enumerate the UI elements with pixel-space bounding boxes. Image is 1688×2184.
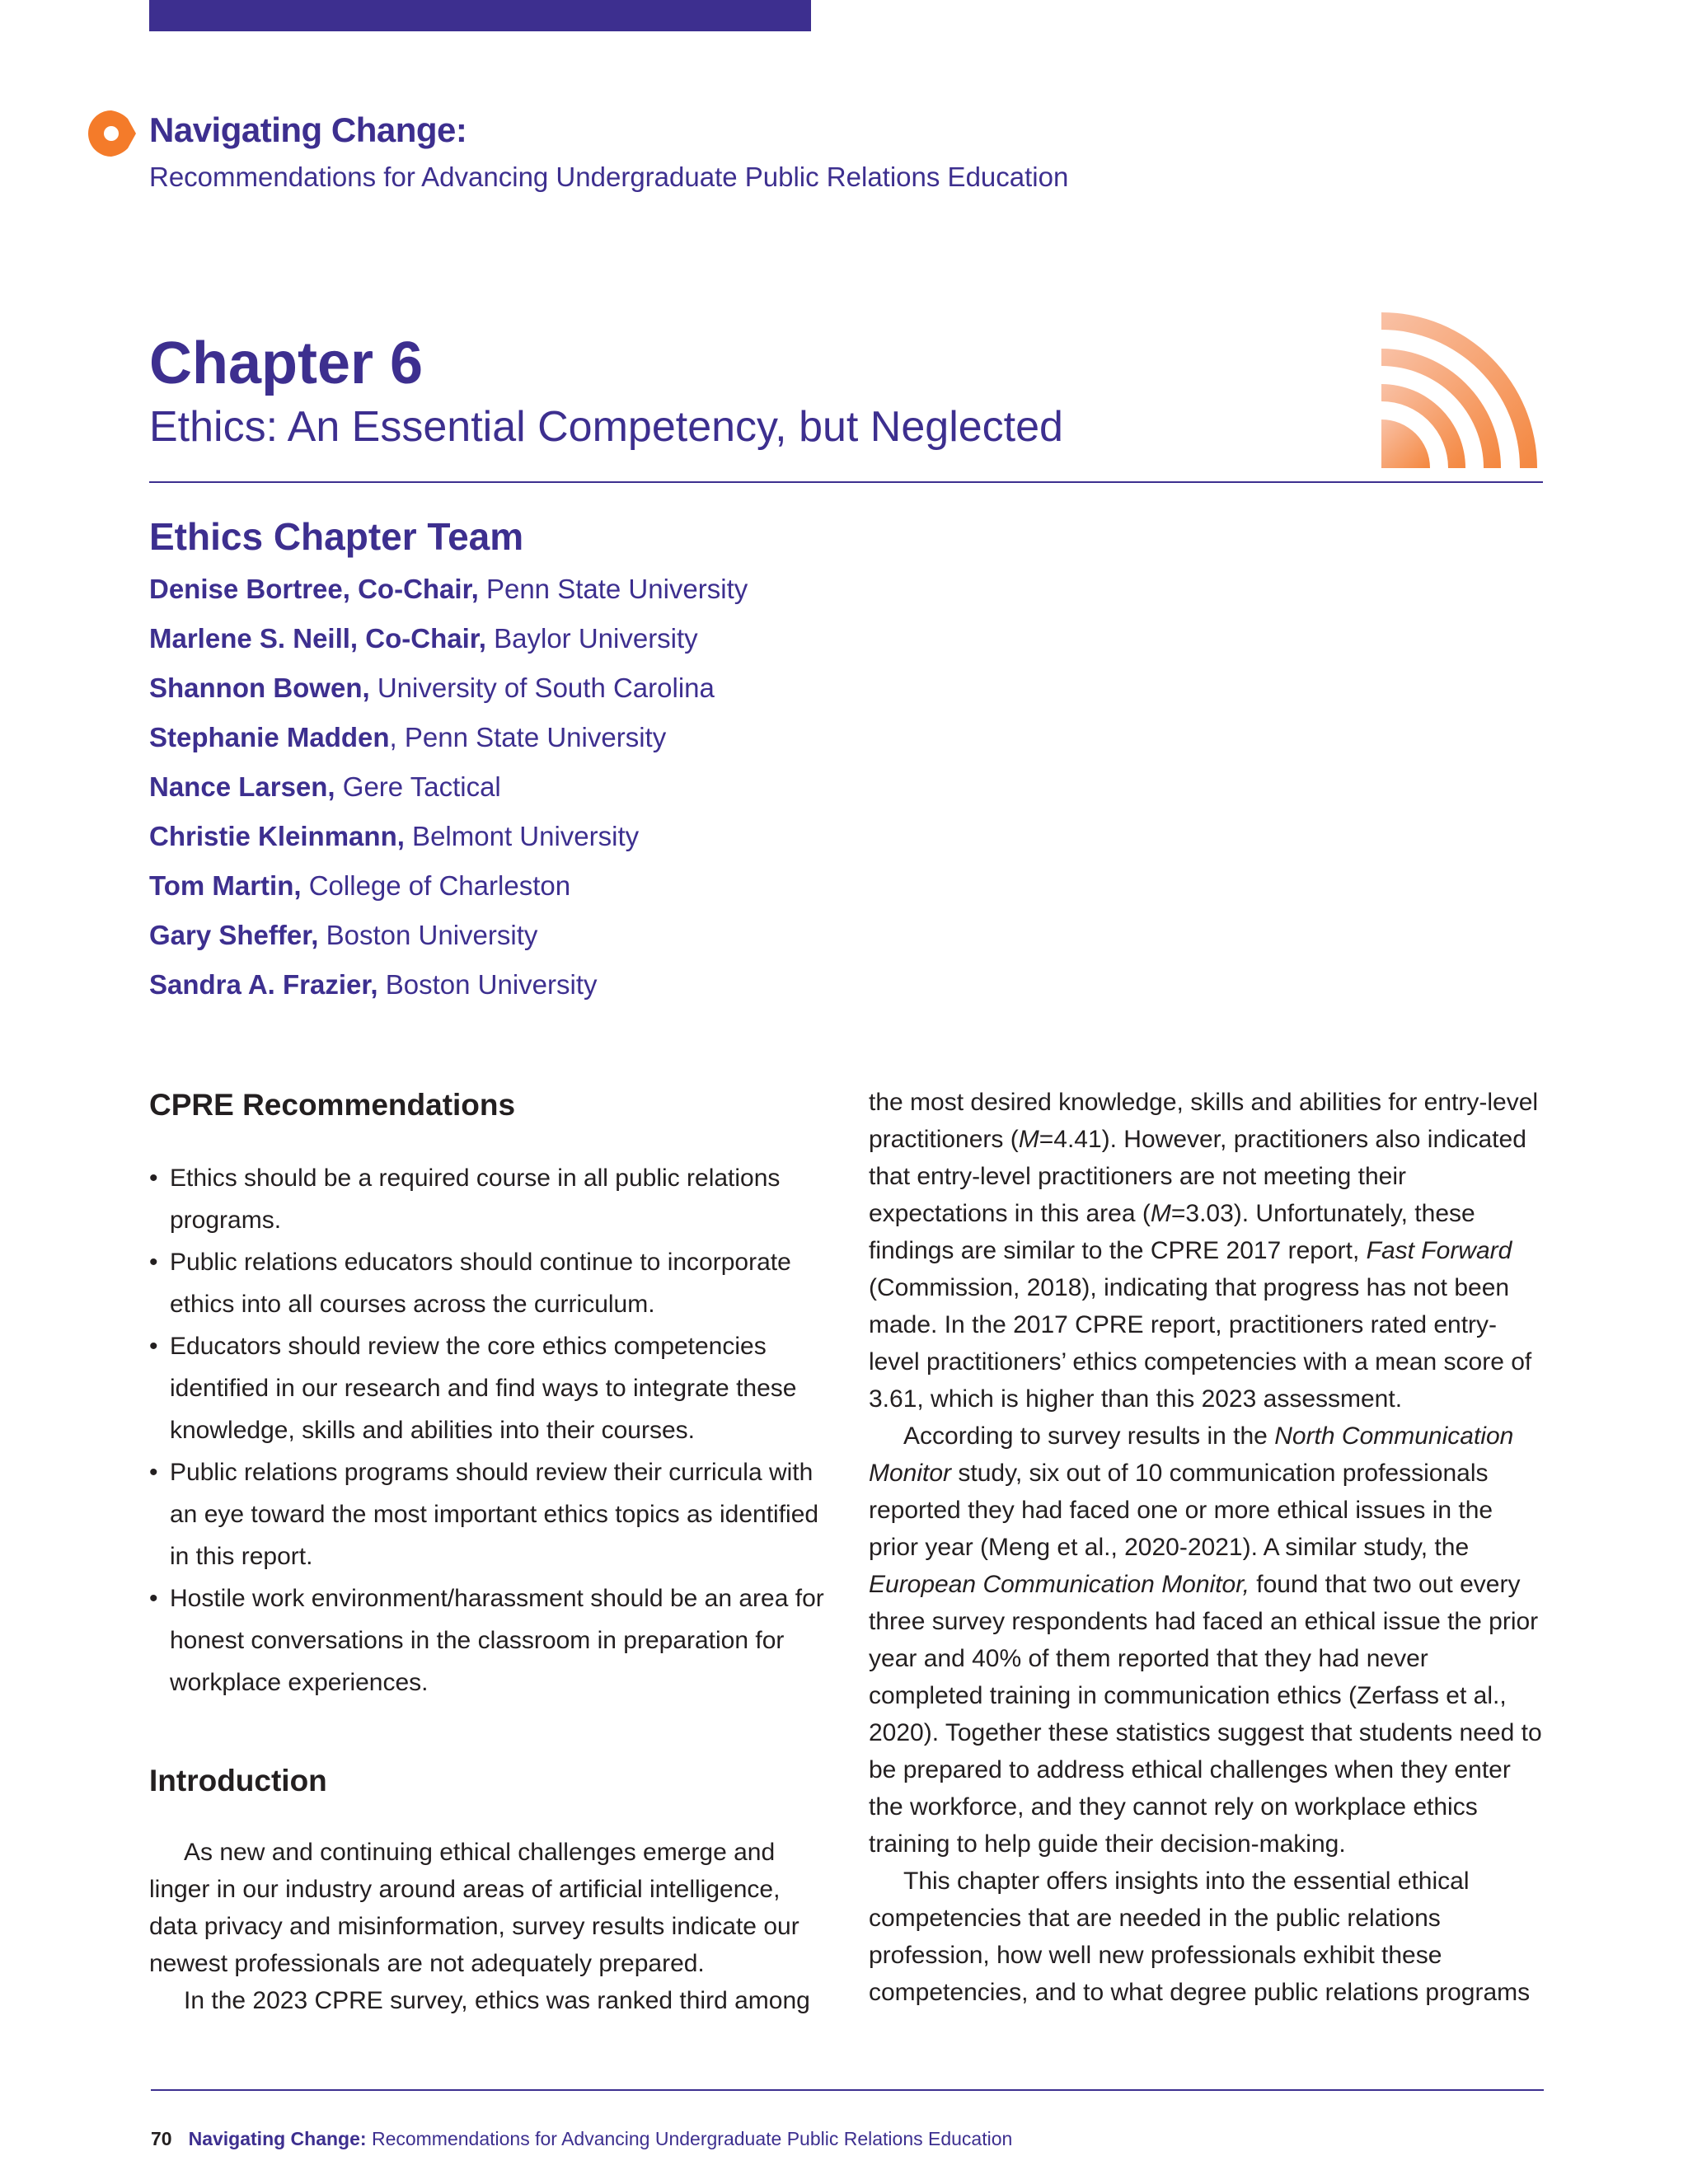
paragraph: As new and continuing ethical challenges emerge and linger in our industry around areas of artificial intelligence, data privacy and misinformation, survey results indicate our newest professionals are not adequately prepared. bbox=[149, 1839, 799, 1977]
member-affiliation: Penn State University bbox=[478, 574, 748, 604]
member-name: Shannon Bowen, bbox=[149, 673, 370, 703]
member-affiliation: Boston University bbox=[318, 920, 538, 950]
member-affiliation: Boston University bbox=[377, 969, 598, 1000]
chapter-divider bbox=[149, 481, 1543, 483]
bullet-icon: • bbox=[149, 1333, 158, 1360]
member-name: Stephanie Madden bbox=[149, 722, 390, 752]
chapter-title: Ethics: An Essential Competency, but Neglected bbox=[149, 403, 1063, 451]
bullet-icon: • bbox=[149, 1459, 158, 1486]
bullet-icon: • bbox=[149, 1585, 158, 1612]
team-member bbox=[149, 622, 748, 672]
paragraph: According to survey results in the North Communication Monitor study, six out of 10 communication professionals reported they had faced one or more ethical issues in the prior year (Meng et al., 2020-2021). A similar study, the European Communication Monitor, found that two out every three survey respondents had faced an ethical issue the prior year and 40% of them reported that they had never completed training in communication ethics (Zerfass et al., 2020). Together these statistics suggest that students need to be prepared to address ethical challenges when they enter the workforce, and they cannot rely on workplace ethics training to help guide their decision-making. bbox=[869, 1422, 1542, 1858]
member-name: Nance Larsen, bbox=[149, 771, 335, 802]
recommendation-text: Educators should review the core ethics competencies identified in our research and find ways to integrate these knowledge, skills and abilities into their courses. bbox=[170, 1333, 797, 1444]
bullet-icon: • bbox=[149, 1249, 158, 1276]
signal-arcs-icon bbox=[1381, 308, 1543, 468]
member-name: Gary Sheffer, bbox=[149, 920, 319, 950]
publication-subtitle: Recommendations for Advancing Undergraduate Public Relations Education bbox=[149, 162, 1069, 192]
paragraph: In the 2023 CPRE survey, ethics was ranked third among bbox=[184, 1987, 810, 2014]
team-member bbox=[149, 573, 748, 622]
team-member bbox=[149, 919, 748, 968]
paragraph: the most desired knowledge, skills and abilities for entry-level practitioners (M=4.41). However, practitioners also indicated that entry-level practitioners are not meeting their expectations in this area (M=3.03). Unfortunately, these findings are similar to the CPRE 2017 report, Fast Forward (Commission, 2018), indicating that progress has not been made. In the 2017 CPRE report, practitioners rated entry-level practitioners’ ethics competencies with a mean score of 3.61, which is higher than this 2023 assessment. bbox=[869, 1089, 1539, 1413]
publication-title: Navigating Change: bbox=[149, 110, 467, 149]
recommendation-text: Hostile work environment/harassment should be an area for honest conversations in the classroom in preparation for workplace experiences. bbox=[170, 1585, 824, 1696]
page-footer bbox=[151, 2128, 1012, 2150]
recommendations-list bbox=[149, 1157, 833, 1704]
top-accent-bar bbox=[149, 0, 811, 31]
recommendations-heading: CPRE Recommendations bbox=[149, 1088, 516, 1122]
team-member bbox=[149, 869, 748, 919]
introduction-heading: Introduction bbox=[149, 1764, 327, 1797]
list-item bbox=[149, 1577, 833, 1704]
chapter-number: Chapter 6 bbox=[149, 330, 424, 396]
member-affiliation: Gere Tactical bbox=[335, 771, 501, 802]
member-name: Sandra A. Frazier, bbox=[149, 969, 378, 1000]
recommendation-text: Public relations programs should review their curricula with an eye toward the most important ethics topics as identified in this report. bbox=[170, 1459, 819, 1570]
member-affiliation: Baylor University bbox=[485, 623, 698, 654]
member-name: Tom Martin, bbox=[149, 870, 302, 901]
member-affiliation: College of Charleston bbox=[301, 870, 571, 901]
footer-subtitle: Recommendations for Advancing Undergraduate Public Relations Education bbox=[366, 2128, 1013, 2149]
paragraph: This chapter offers insights into the essential ethical competencies that are needed in the public relations profession, how well new professionals exhibit these competencies, and to what degree public relations programs bbox=[869, 1868, 1531, 2006]
bullet-icon: • bbox=[149, 1165, 158, 1192]
team-list bbox=[149, 573, 748, 1018]
footer-divider bbox=[151, 2089, 1544, 2091]
team-member bbox=[149, 968, 748, 1018]
page-number: 70 bbox=[151, 2128, 172, 2149]
team-member bbox=[149, 771, 748, 820]
member-affiliation: University of South Carolina bbox=[369, 673, 715, 703]
list-item bbox=[149, 1325, 833, 1451]
footer-title: Navigating Change: bbox=[188, 2128, 367, 2149]
member-name: Marlene S. Neill, Co-Chair, bbox=[149, 623, 486, 654]
introduction-body bbox=[149, 1834, 827, 2019]
recommendation-text: Ethics should be a required course in all public relations programs. bbox=[170, 1165, 781, 1234]
list-item bbox=[149, 1241, 833, 1325]
team-member bbox=[149, 820, 748, 869]
recommendation-text: Public relations educators should continue to incorporate ethics into all courses across the curriculum. bbox=[170, 1249, 791, 1318]
member-affiliation: Belmont University bbox=[404, 821, 640, 851]
member-affiliation: , Penn State University bbox=[389, 722, 667, 752]
member-name: Denise Bortree, Co-Chair, bbox=[149, 574, 479, 604]
member-name: Christie Kleinmann, bbox=[149, 821, 405, 851]
list-item bbox=[149, 1157, 833, 1241]
list-item bbox=[149, 1451, 833, 1577]
right-column-body bbox=[869, 1084, 1547, 2011]
team-member bbox=[149, 721, 748, 771]
team-heading: Ethics Chapter Team bbox=[149, 515, 524, 558]
team-member bbox=[149, 672, 748, 721]
navigation-marker-icon bbox=[85, 107, 138, 160]
